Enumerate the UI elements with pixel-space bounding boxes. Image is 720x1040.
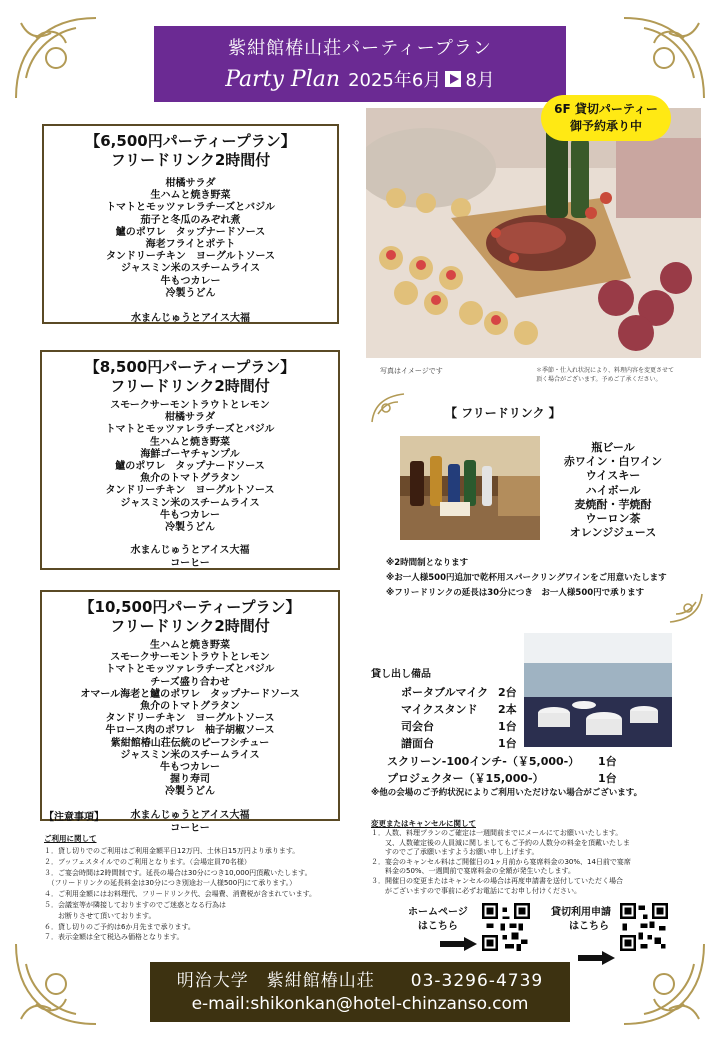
apply-qr-code[interactable] — [620, 903, 668, 951]
menu-item: 茄子と冬瓜のみぞれ煮 — [140, 214, 241, 226]
rental-item-name: スクリーン-100インチ-（￥5,000-） — [387, 755, 580, 768]
cancel-list — [371, 829, 701, 896]
menu-item: 鱸のポワレ タップナードソース — [115, 461, 265, 473]
menu-item: トマトとモッツァレラチーズとバジル — [105, 424, 275, 436]
menu-item: 生ハムと焼き野菜 — [150, 436, 230, 448]
rental-item-value: 2本 — [498, 703, 517, 716]
homepage-label-line1: ホームページ — [408, 907, 468, 918]
period-line — [154, 66, 566, 92]
menu-item: 魚介のトマトグラタン — [140, 701, 240, 713]
menu-item: スモークサーモントラウトとレモン — [110, 400, 270, 411]
menu-item: ジャスミン米のスチームライス — [120, 497, 260, 509]
ornament-top-left — [6, 8, 106, 108]
homepage-qr-code[interactable] — [482, 903, 530, 951]
menu-item: ジャスミン米のスチームライス — [120, 263, 261, 275]
note-item: ６．貸し切りのご予約は6か月先まで承ります。 — [44, 922, 195, 931]
drink-note: ※2時間制となります — [386, 558, 469, 568]
drink-list — [553, 441, 673, 540]
note-item: お断りさせて頂いております。 — [44, 911, 156, 920]
photo-disclaimer-line: ＊季節・仕入れ状況により、料理内容を変更させて — [536, 367, 675, 374]
header-banner — [154, 26, 566, 102]
footer-email[interactable]: e-mail:shikonkan@hotel-chinzanso.com — [191, 994, 529, 1014]
plan-subtitle: フリードリンク2時間付 — [110, 377, 270, 395]
dessert-item: コーヒー — [170, 822, 210, 834]
menu-item: 生ハムと焼き野菜 — [150, 190, 231, 202]
plan-items — [44, 178, 337, 300]
drink-item: 麦焼酎・芋焼酎 — [574, 497, 652, 511]
menu-item: 牛もつカレー — [160, 762, 220, 774]
menu-item: タンドリーチキン ヨーグルトソース — [105, 485, 275, 497]
plan-title: 【8,500円パーティープラン】 — [84, 358, 296, 376]
rental-item-value: 1台 — [498, 737, 517, 750]
apply-label — [551, 906, 611, 934]
ornament-top-right — [614, 8, 714, 108]
menu-item: 握り寿司 — [170, 774, 210, 786]
rental-item-name: 譜面台 — [401, 737, 434, 750]
menu-item: スモークサーモントラウトとレモン — [110, 652, 270, 664]
notes-list — [44, 846, 354, 943]
plan-desserts — [44, 312, 337, 325]
menu-item: ジャスミン米のスチームライス — [120, 749, 260, 761]
photo-caption: 写真はイメージです — [380, 367, 443, 375]
homepage-label-line2: はこちら — [417, 921, 458, 932]
cancel-item: ２．宴会のキャンセル料はご開催日の1ヶ月前から宴席料金の30%、14日前で宴席 — [371, 857, 631, 866]
drink-note: ※お一人様500円追加で乾杯用スパークリングワインをご用意いたします — [386, 573, 667, 583]
menu-item: 海鮮ゴーヤチャンプル — [140, 448, 240, 460]
note-item: ５．会議室等が隣接しておりますのでご迷惑となる行為は — [44, 900, 226, 909]
menu-item: 鱸のポワレ タップナードソース — [115, 226, 266, 238]
bar-photo — [400, 436, 540, 540]
drink-item: ウーロン茶 — [585, 512, 641, 526]
menu-item: タンドリーチキン ヨーグルトソース — [105, 251, 276, 263]
party-plan-script: Party Plan — [225, 66, 341, 92]
drink-item: オレンジジュース — [569, 526, 657, 540]
cancel-item: 料金の50%、一週間前で宴席料金の全額が発生いたします。 — [371, 867, 575, 876]
ornament-drink-right — [666, 590, 706, 626]
rental-item-name: マイクスタンド — [401, 703, 478, 716]
plan-title: 【10,500円パーティープラン】 — [79, 598, 301, 616]
menu-item: 冷製うどん — [165, 287, 216, 299]
notes-heading: ご利用に関して — [44, 834, 97, 843]
note-item: ７．表示金額は全て税込み価格となります。 — [44, 933, 184, 942]
rental-item-value: 1台 — [598, 755, 617, 768]
plan-items — [42, 400, 338, 534]
cancel-item: １．人数、料理プランのご確定は一週間前までにメールにてお願いいたします。 — [371, 829, 623, 837]
dessert-item: 水まんじゅうとアイス大福 — [130, 545, 250, 557]
rental-item-name: ポータブルマイク — [401, 686, 489, 699]
venue-photo — [524, 633, 672, 747]
apply-label-line2: はこちら — [569, 921, 609, 932]
note-item: ４．ご利用金額にはお料理代、フリードリンク代、会場費、消費税が含まれています。 — [44, 890, 317, 899]
menu-item: トマトとモッツァレラチーズとバジル — [105, 664, 275, 676]
menu-item: 冷製うどん — [165, 786, 215, 798]
badge-line2: 御予約承り中 — [569, 119, 642, 133]
drink-item: ハイボール — [585, 483, 641, 497]
rental-item-name: プロジェクター（￥15,000-） — [387, 772, 544, 785]
reservation-badge — [541, 95, 671, 141]
menu-item: 冷製うどん — [165, 522, 215, 534]
rental-item-value: 1台 — [598, 772, 617, 785]
plan-subtitle: フリードリンク2時間付 — [110, 151, 271, 169]
period-start: 2025年6月 — [348, 70, 442, 91]
homepage-label — [408, 906, 468, 934]
menu-item: 紫紺館椿山荘伝統のビーフシチュー — [110, 737, 270, 749]
menu-item: 海老フライとポテト — [145, 239, 236, 251]
plan-10500 — [40, 590, 340, 834]
menu-item: トマトとモッツァレラチーズとバジル — [106, 202, 275, 214]
photo-disclaimer — [536, 366, 674, 384]
drink-item: 瓶ビール — [591, 441, 635, 454]
cancel-item: ３．開催日の変更またはキャンセルの場合は再度申請書を送付していただく場合 — [371, 876, 623, 885]
drink-note: ※フリードリンクの延長は30分につき お一人様500円で承ります — [386, 588, 645, 598]
page-title: 紫紺館椿山荘パーティープラン — [228, 38, 492, 59]
dessert-item: コーヒー — [170, 558, 210, 570]
notes-section — [44, 808, 354, 943]
footer-contact — [150, 962, 570, 1022]
menu-item: オマール海老と鱸のポワレ タップナードソース — [80, 688, 300, 700]
drink-item: 赤ワイン・白ワイン — [563, 455, 663, 469]
drink-notes — [386, 556, 667, 601]
photo-disclaimer-line: 頂く場合がございます。予めご了承ください。 — [536, 376, 662, 383]
cancel-heading: 変更またはキャンセルに関して — [371, 819, 476, 828]
menu-item: 牛もつカレー — [160, 275, 221, 287]
plan-6500 — [42, 124, 339, 324]
dessert-item: 水まんじゅうとアイス大福 — [130, 809, 250, 821]
menu-item: 生ハムと焼き野菜 — [150, 640, 230, 651]
rental-note: ※他の会場のご予約状況によりご利用いただけない場合がございます。 — [371, 788, 643, 798]
ornament-drink-left — [368, 390, 408, 426]
plan-subtitle: フリードリンク2時間付 — [110, 617, 270, 635]
dessert-item: 水まんじゅうとアイス大福 — [131, 313, 250, 325]
menu-item: 牛もつカレー — [160, 509, 220, 521]
arrow-right-icon — [578, 951, 616, 965]
food-photo — [366, 108, 701, 358]
notes-title: 【注意事項】 — [44, 812, 104, 823]
ornament-bottom-left — [6, 934, 106, 1034]
note-item: １．貸し切りでのご利用はご利用金額平日12万円、土休日15万円より承ります。 — [44, 847, 300, 855]
plan-title: 【6,500円パーティープラン】 — [85, 132, 296, 150]
plan-items — [42, 640, 338, 799]
arrow-right-icon — [440, 937, 478, 951]
rental-item-name: 司会台 — [401, 720, 434, 733]
cancel-item: がございますので事前に必ずお電話にてお申し付けください。 — [371, 886, 581, 895]
note-item: （フリードリンクの延長料金は30分につき別途お一人様500円にて承ります。） — [44, 879, 297, 888]
cancel-section — [371, 818, 701, 896]
menu-item: 柑橘サラダ — [165, 412, 215, 424]
menu-item: 魚介のトマトグラタン — [140, 473, 240, 485]
plan-8500 — [40, 350, 340, 570]
menu-item: チーズ盛り合わせ — [150, 676, 230, 688]
footer-phone-line: 明治大学 紫紺館椿山荘 03-3296-4739 — [176, 971, 544, 991]
rental-item-value: 1台 — [498, 720, 517, 733]
apply-label-line1: 貸切利用申請 — [551, 907, 611, 918]
note-item: ２．ブッフェスタイルでのご利用となります。（会場定員70名様） — [44, 857, 251, 866]
menu-item: 柑橘サラダ — [165, 178, 216, 189]
rental-title: 貸し出し備品 — [371, 669, 431, 680]
drink-item: ウイスキー — [585, 469, 641, 483]
note-item: ３．ご宴会時間は2時間制です。延長の場合は30分につき10,000円頂戴いたします。 — [44, 868, 312, 877]
cancel-item: 又、人数確定後の人員減に関しましてもご予約の人数分の料金を頂戴いたしま — [371, 838, 630, 847]
badge-line1: 6F 貸切パーティー — [554, 102, 658, 116]
plan-desserts — [42, 544, 338, 570]
free-drink-title: 【 フリードリンク 】 — [445, 406, 561, 420]
menu-item: タンドリーチキン ヨーグルトソース — [105, 713, 275, 725]
play-arrow-icon — [445, 71, 461, 87]
rental-item-value: 2台 — [498, 686, 517, 699]
cancel-item: すのでご了承願いますようお願い申し上げます。 — [371, 848, 539, 857]
menu-item: 牛ロース肉のポワレ 柚子胡椒ソース — [105, 725, 275, 737]
period-end: 8月 — [465, 70, 495, 91]
